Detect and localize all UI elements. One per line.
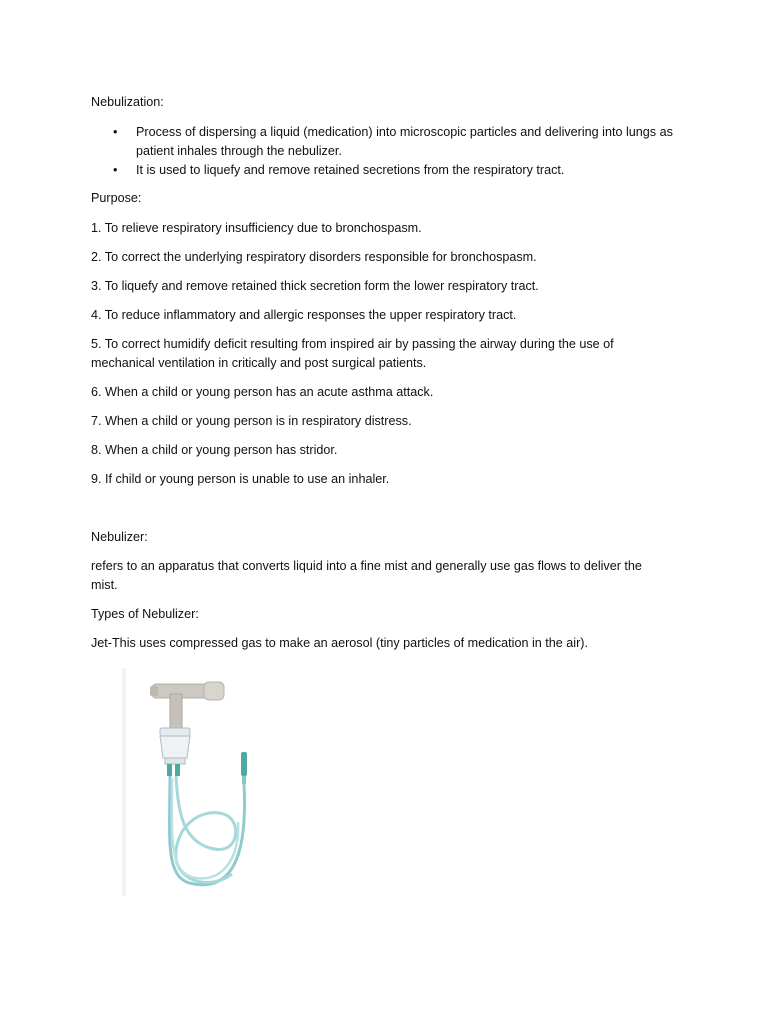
- bullet-text: It is used to liquefy and remove retained secretions from the respiratory tract.: [136, 163, 565, 177]
- purpose-item: 3. To liquefy and remove retained thick secretion form the lower respiratory tract.: [91, 279, 539, 293]
- nebulization-bullets: [91, 123, 691, 180]
- purpose-item: 5. To correct humidify deficit resulting from inspired air by passing the airway during the use of mechanical ventilation in critically and post surgical patients.: [91, 337, 614, 370]
- purpose-item: 1. To relieve respiratory insufficiency due to bronchospasm.: [91, 221, 422, 235]
- purpose-item: 7. When a child or young person is in respiratory distress.: [91, 414, 412, 428]
- purpose-item: 6. When a child or young person has an acute asthma attack.: [91, 385, 434, 399]
- bullet-item: [91, 123, 691, 161]
- purpose-item: 2. To correct the underlying respiratory disorders responsible for bronchospasm.: [91, 250, 537, 264]
- purpose-item: 4. To reduce inflammatory and allergic responses the upper respiratory tract.: [91, 308, 517, 322]
- heading-purpose: Purpose:: [91, 191, 142, 205]
- bullet-text: Process of dispersing a liquid (medication) into microscopic particles and delivering into lungs as patient inhales through the nebulizer.: [136, 125, 673, 158]
- bullet-dot: •: [113, 163, 118, 177]
- jet-description: Jet-This uses compressed gas to make an aerosol (tiny particles of medication in the air).: [91, 636, 588, 650]
- purpose-item: 8. When a child or young person has stridor.: [91, 443, 338, 457]
- nebulizer-definition: refers to an apparatus that converts liquid into a fine mist and generally use gas flows to deliver the mist.: [91, 559, 642, 592]
- bullet-item: [91, 161, 691, 180]
- jet-nebulizer-illustration-icon: [112, 660, 272, 902]
- heading-nebulizer: Nebulizer:: [91, 530, 148, 544]
- heading-types: Types of Nebulizer:: [91, 607, 199, 621]
- bullet-dot: •: [113, 125, 118, 139]
- heading-nebulization: Nebulization:: [91, 95, 164, 109]
- purpose-item: 9. If child or young person is unable to use an inhaler.: [91, 472, 390, 486]
